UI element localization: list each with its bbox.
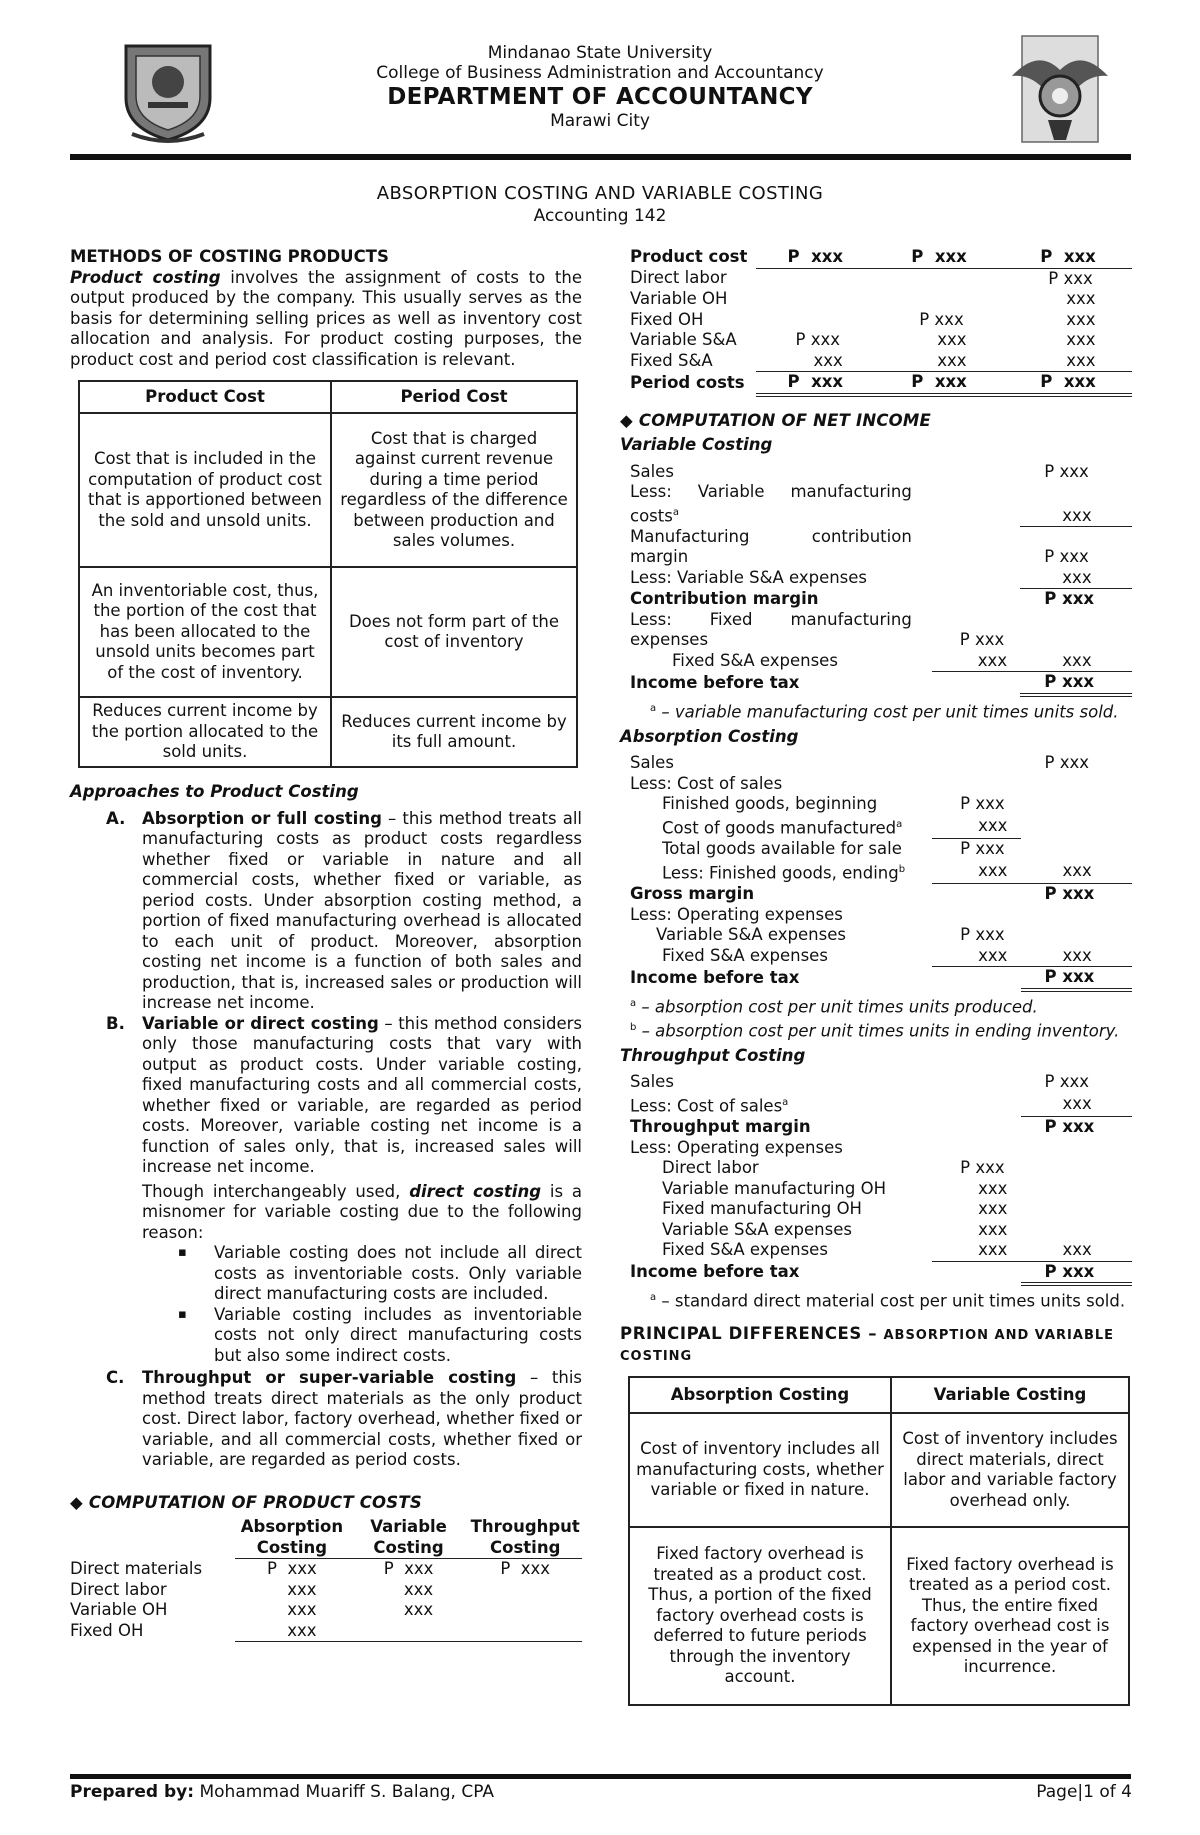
row-label: Less: Cost of sales xyxy=(630,773,783,793)
direct-costing-term: direct costing xyxy=(409,1181,542,1201)
table-row xyxy=(620,794,1132,815)
table-row xyxy=(620,268,1132,289)
table-row xyxy=(620,672,1132,695)
value-cell: xxx xyxy=(1008,351,1132,372)
table-row xyxy=(629,1413,1129,1527)
row-label: Less: Fixed manufacturing expenses xyxy=(630,609,912,649)
amount: xxx xyxy=(1059,547,1089,566)
column-header: Absorption Costing xyxy=(629,1377,891,1413)
footnote-mark: b xyxy=(630,1021,637,1033)
value-cell: xxx xyxy=(1066,330,1096,349)
value-cell xyxy=(932,925,1020,946)
row-label: Income before tax xyxy=(630,1262,800,1282)
label-text: Less: Cost of sales xyxy=(630,1096,783,1115)
document-title: ABSORPTION COSTING AND VARIABLE COSTING xyxy=(376,183,824,204)
value-cell xyxy=(932,1158,1020,1179)
peso-sign: P xyxy=(911,247,924,266)
amount: xxx xyxy=(1062,967,1095,986)
misnomer-note xyxy=(142,1182,582,1244)
row-label xyxy=(620,482,932,527)
value-cell: xxx xyxy=(932,1240,1020,1261)
value-cell: xxx xyxy=(1021,946,1132,967)
amount: xxx xyxy=(975,925,1005,944)
table-cell: An inventoriable cost, thus, the portion of the cost that has been allocated to the unsold units becomes part of the cost of inventory. xyxy=(79,567,331,697)
table-row xyxy=(620,1158,1132,1179)
peso-sign: P xyxy=(1044,967,1057,986)
amount: xxx xyxy=(1063,247,1096,266)
footnote-mark: a xyxy=(782,1096,789,1108)
peso-sign: P xyxy=(1044,1261,1057,1281)
value-cell xyxy=(1020,589,1132,610)
differences-table xyxy=(628,1376,1130,1706)
approaches-list xyxy=(70,809,582,1471)
amount: xxx xyxy=(520,1559,551,1578)
row-label: Direct labor xyxy=(630,268,727,288)
value-cell xyxy=(1008,268,1132,289)
amount: xxx xyxy=(1062,589,1095,608)
item-label: A. xyxy=(106,808,126,828)
value-cell xyxy=(1021,753,1132,774)
table-cell: Cost that is included in the computation of product cost that is apportioned between the sold and unsold units. xyxy=(79,413,331,567)
value-cell xyxy=(1021,1072,1132,1093)
variable-income-statement xyxy=(620,462,1132,697)
table-row xyxy=(620,967,1132,990)
row-label: Variable S&A expenses xyxy=(662,1219,852,1239)
amount: xxx xyxy=(975,794,1005,813)
page-number: Page|1 of 4 xyxy=(1036,1782,1132,1802)
value-cell: xxx xyxy=(932,815,1020,839)
amount: xxx xyxy=(811,372,844,391)
column-header: Variable Costing xyxy=(891,1377,1129,1413)
absorption-income-statement xyxy=(620,753,1132,992)
value-cell xyxy=(1020,462,1132,483)
heading-text: COMPUTATION OF PRODUCT COSTS xyxy=(88,1492,422,1512)
diamond-bullet-icon: ◆ xyxy=(70,1492,83,1512)
value-cell: xxx xyxy=(1020,568,1132,589)
row-label xyxy=(620,815,932,839)
amount: xxx xyxy=(404,1559,434,1578)
peso-sign: P xyxy=(960,925,971,944)
amount: xxx xyxy=(1063,372,1096,391)
amount: xxx xyxy=(934,372,967,391)
table-cell: Cost of inventory includes direct materials, direct labor and variable factory overhead only. xyxy=(891,1413,1129,1527)
row-label: Variable manufacturing OH xyxy=(662,1178,887,1198)
value-cell: xxx xyxy=(978,1178,1008,1198)
period-costs-table xyxy=(620,247,1132,397)
item-label: C. xyxy=(106,1368,125,1387)
table-row xyxy=(620,1117,1132,1138)
table-row xyxy=(620,884,1132,905)
row-label: Sales xyxy=(630,1072,674,1091)
footnote-mark: a xyxy=(650,702,657,714)
peso-sign: P xyxy=(960,794,971,813)
value-cell: xxx xyxy=(235,1621,349,1642)
list-item xyxy=(70,1014,582,1367)
amount: xxx xyxy=(975,630,1005,649)
table-row xyxy=(620,753,1132,774)
diamond-bullet-icon: ◆ xyxy=(620,410,633,430)
footnote-mark: a xyxy=(672,506,679,518)
table-row xyxy=(620,815,1132,839)
right-column xyxy=(620,247,1132,1706)
table-row xyxy=(70,1621,582,1642)
table-header-row xyxy=(70,1517,582,1559)
peso-sign: P xyxy=(787,372,800,391)
amount: xxx xyxy=(1059,753,1090,772)
value-cell xyxy=(1020,672,1132,695)
peso-sign: P xyxy=(1044,461,1055,481)
throughput-footnote xyxy=(620,1288,1132,1312)
value-cell: xxx xyxy=(287,1579,317,1599)
row-label: Total goods available for sale xyxy=(662,838,902,858)
table-row xyxy=(620,589,1132,610)
value-cell xyxy=(932,794,1020,815)
value-cell xyxy=(932,610,1021,651)
product-costs-heading xyxy=(70,1493,582,1514)
value-cell xyxy=(1020,527,1132,568)
approaches-heading: Approaches to Product Costing xyxy=(70,782,359,801)
peso-sign: P xyxy=(1044,589,1057,608)
table-row xyxy=(620,568,1132,589)
peso-sign: P xyxy=(911,372,924,391)
value-cell: xxx xyxy=(1066,309,1096,329)
row-label: Sales xyxy=(630,461,674,481)
peso-sign: P xyxy=(1044,884,1057,903)
value-cell xyxy=(1021,1117,1132,1138)
table-cell: Fixed factory overhead is treated as a product cost. Thus, a portion of the fixed factory overhead costs is deferred to future periods through the inventory account. xyxy=(629,1527,891,1705)
value-cell: xxx xyxy=(1020,651,1132,672)
amount: xxx xyxy=(810,330,841,349)
row-label: Sales xyxy=(630,753,674,772)
column-header: Period Cost xyxy=(331,381,577,413)
value-cell: xxx xyxy=(403,1579,434,1599)
column-header: Variable Costing xyxy=(357,1517,460,1559)
university-name: Mindanao State University xyxy=(487,43,713,63)
value-cell: xxx xyxy=(978,1199,1008,1218)
table-row xyxy=(620,289,1132,310)
table-row xyxy=(620,839,1132,860)
value-cell xyxy=(756,330,880,351)
table-row xyxy=(620,1240,1132,1261)
amount: xxx xyxy=(1063,268,1093,288)
row-label: Direct materials xyxy=(70,1558,203,1578)
table-row xyxy=(620,462,1132,483)
value-cell xyxy=(879,372,1008,395)
bullet-item: ▪ Variable costing includes as inventoriable costs not only direct manufacturing costs but also some indirect costs. xyxy=(142,1305,582,1367)
row-label: Fixed OH xyxy=(630,309,704,329)
table-header-row xyxy=(79,381,577,413)
row-label: Income before tax xyxy=(630,672,800,692)
row-label: Product cost xyxy=(630,247,748,267)
table-row xyxy=(620,860,1132,884)
absorption-term: Absorption or full costing xyxy=(142,808,382,828)
amount: xxx xyxy=(975,839,1005,858)
table-row xyxy=(620,905,1132,926)
amount: xxx xyxy=(934,309,964,329)
city-name: Marawi City xyxy=(550,111,650,131)
column-header: Throughput Costing xyxy=(468,1517,582,1559)
peso-sign: P xyxy=(500,1559,511,1578)
value-cell: xxx xyxy=(879,351,1008,372)
peso-sign: P xyxy=(960,1158,971,1177)
table-row xyxy=(620,1138,1132,1159)
table-cell: Reduces current income by the portion allocated to the sold units. xyxy=(79,697,331,767)
row-label: Finished goods, beginning xyxy=(662,794,878,813)
peso-sign: P xyxy=(1044,753,1055,772)
value-cell: xxx xyxy=(937,330,967,349)
methods-paragraph xyxy=(70,268,582,371)
row-label: Variable S&A xyxy=(630,330,737,349)
footnote-text: – absorption cost per unit times units produced. xyxy=(636,997,1038,1016)
row-label: Direct labor xyxy=(70,1579,167,1599)
row-label: Variable OH xyxy=(630,289,728,308)
amount: xxx xyxy=(1062,1261,1095,1281)
footnote-mark: a xyxy=(896,818,903,830)
row-label: Variable OH xyxy=(70,1600,168,1619)
label-text: Less: Variable manufacturing costs xyxy=(630,482,912,525)
item-label: B. xyxy=(106,1013,125,1033)
peso-sign: P xyxy=(960,839,971,858)
table-row xyxy=(629,1527,1129,1705)
peso-sign: P xyxy=(959,630,970,649)
row-label xyxy=(620,1093,932,1117)
misnomer-bullets xyxy=(70,1243,582,1366)
absorption-footnote-b xyxy=(620,1018,1132,1042)
row-label xyxy=(620,860,932,884)
row-label: Fixed S&A expenses xyxy=(672,650,838,670)
table-row xyxy=(620,1261,1132,1284)
table-row xyxy=(620,372,1132,395)
msu-seal-logo xyxy=(118,36,218,144)
row-label: Manufacturing contribution margin xyxy=(630,526,912,566)
table-row xyxy=(620,1093,1132,1117)
value-cell xyxy=(1008,372,1132,395)
peso-sign: P xyxy=(1044,1117,1057,1136)
table-cell: Does not form part of the cost of inventory xyxy=(331,567,577,697)
list-item xyxy=(70,809,582,1014)
value-cell: xxx xyxy=(1021,860,1132,884)
table-cell: Fixed factory overhead is treated as a period cost. Thus, the entire fixed factory overhead cost is expensed in the year of incurrence. xyxy=(891,1527,1129,1705)
document-subtitle: Accounting 142 xyxy=(533,206,667,226)
value-cell xyxy=(879,310,1008,331)
bullet-item: ▪ Variable costing does not include all direct costs as inventoriable costs. Only variable direct manufacturing costs are included. xyxy=(142,1243,582,1305)
peso-sign: P xyxy=(1044,547,1055,566)
methods-body: involves the assignment of costs to the output produced by the company. This usually serves as the basis for determining selling prices as well as inventory cost allocation and analysis. For product costing purposes, the product cost and period cost classification is relevant. xyxy=(70,267,582,369)
value-cell xyxy=(235,1559,349,1580)
methods-heading: METHODS OF COSTING PRODUCTS xyxy=(70,247,389,266)
prepared-label: Prepared by: xyxy=(70,1782,195,1802)
value-cell xyxy=(756,372,880,395)
table-row xyxy=(70,1559,582,1580)
row-label: Fixed S&A expenses xyxy=(662,945,828,965)
footnote-text: – variable manufacturing cost per unit times units sold. xyxy=(656,702,1119,721)
table-row xyxy=(620,310,1132,331)
table-row xyxy=(620,351,1132,372)
row-label: Contribution margin xyxy=(630,588,819,608)
row-label: Fixed S&A xyxy=(630,350,713,370)
peso-sign: P xyxy=(1040,372,1053,391)
peso-sign: P xyxy=(383,1559,394,1578)
column-header: Product Cost xyxy=(79,381,331,413)
peso-sign: P xyxy=(1048,268,1059,288)
value-cell xyxy=(357,1559,460,1580)
list-item xyxy=(70,1368,582,1471)
row-label: Fixed OH xyxy=(70,1620,144,1640)
row-label: Less: Variable S&A expenses xyxy=(630,567,868,587)
footer-divider xyxy=(70,1774,1131,1779)
value-cell: xxx xyxy=(756,351,880,372)
table-row xyxy=(620,330,1132,351)
table-row xyxy=(620,1179,1132,1200)
amount: xxx xyxy=(1059,1072,1090,1091)
table-row xyxy=(79,697,577,767)
footnote-text: – absorption cost per unit times units in ending inventory. xyxy=(636,1021,1120,1040)
throughput-term: Throughput or super-variable costing xyxy=(142,1368,517,1387)
amount: xxx xyxy=(1059,461,1089,481)
footnote-mark: a xyxy=(630,997,637,1009)
heading-text: PRINCIPAL DIFFERENCES – xyxy=(620,1324,878,1343)
table-row xyxy=(620,527,1132,568)
row-label: Less: Operating expenses xyxy=(630,904,843,924)
peso-sign: P xyxy=(787,247,800,266)
absorption-body: – this method treats all manufacturing costs as product costs regardless whether fixed or variable in nature and all commercial costs, whether fixed or variable, as period costs. Under absorption costing method, a portion of fixed manufacturing overhead is allocated to each unit of product. Moreover, absorption costing net income is a function of both sales and production, that is, increased sales or production will increase net income. xyxy=(142,808,582,1012)
row-label: Throughput margin xyxy=(630,1116,811,1136)
product-period-cost-table xyxy=(78,380,578,768)
variable-term: Variable or direct costing xyxy=(142,1013,379,1033)
amount: xxx xyxy=(934,247,967,266)
amount: xxx xyxy=(1062,672,1095,691)
table-cell: Cost of inventory includes all manufacturing costs, whether variable or fixed in nature. xyxy=(629,1413,891,1527)
product-costs-table xyxy=(70,1517,582,1642)
differences-heading xyxy=(620,1324,1132,1366)
left-column xyxy=(70,247,582,1642)
throughput-costing-title: Throughput Costing xyxy=(620,1045,806,1065)
table-row xyxy=(620,610,1132,651)
value-cell xyxy=(932,839,1020,860)
heading-subtext: ABSORPTION AND VARIABLE COSTING xyxy=(620,1328,1115,1364)
absorption-costing-title: Absorption Costing xyxy=(620,726,799,746)
department-name: DEPARTMENT OF ACCOUNTANCY xyxy=(387,84,813,110)
value-cell: xxx xyxy=(1066,289,1096,308)
table-row xyxy=(79,567,577,697)
preparer-name: Mohammad Muariff S. Balang, CPA xyxy=(194,1782,495,1802)
value-cell xyxy=(1021,1261,1132,1284)
peso-sign: P xyxy=(267,1559,277,1578)
peso-sign: P xyxy=(1040,247,1053,266)
value-cell: xxx xyxy=(1020,482,1132,527)
value-cell xyxy=(1021,967,1132,990)
row-label: Fixed S&A expenses xyxy=(662,1240,828,1260)
table-row xyxy=(620,925,1132,946)
table-row xyxy=(79,413,577,567)
table-header-row xyxy=(629,1377,1129,1413)
throughput-income-statement xyxy=(620,1072,1132,1286)
letterhead xyxy=(300,43,900,131)
amount: xxx xyxy=(1062,884,1095,903)
table-row xyxy=(70,1600,582,1621)
value-cell: xxx xyxy=(932,651,1021,672)
prepared-by xyxy=(70,1782,494,1803)
amount: xxx xyxy=(811,247,844,266)
row-label: Period costs xyxy=(630,372,745,392)
variable-costing-title: Variable Costing xyxy=(620,435,773,454)
peso-sign: P xyxy=(1044,672,1057,691)
header-divider xyxy=(70,154,1131,160)
table-row xyxy=(620,247,1132,268)
row-label: Variable S&A expenses xyxy=(656,925,846,944)
net-income-heading xyxy=(620,411,1132,432)
table-row xyxy=(620,1072,1132,1093)
amount: xxx xyxy=(975,1158,1005,1177)
value-cell: xxx xyxy=(403,1600,434,1619)
value-cell xyxy=(1008,247,1132,268)
column-header: Absorption Costing xyxy=(235,1517,349,1559)
throughput-body: – this method treats direct materials as the only product cost. Direct labor, factory overhead, whether fixed or variable, and all commercial costs, whether fixed or variable, are regarded as period costs. xyxy=(142,1368,583,1469)
amount: xxx xyxy=(1062,1117,1095,1136)
variable-body: – this method considers only those manufacturing costs that vary with output as product costs. Under variable costing, fixed manufacturing costs and all commercial costs, whether fixed or variable, are regarded as period costs. Moreover, variable costing net income is a function of sales only, that is, increased sales will increase net income. xyxy=(142,1013,582,1176)
footnote-mark: a xyxy=(650,1292,657,1303)
value-cell: xxx xyxy=(1021,1093,1132,1117)
note-text: Though interchangeably used, xyxy=(142,1181,410,1201)
table-row xyxy=(620,946,1132,967)
table-row xyxy=(620,482,1132,527)
value-cell xyxy=(1021,884,1132,905)
value-cell xyxy=(468,1559,582,1580)
peso-sign: P xyxy=(1044,1072,1055,1091)
value-cell: xxx xyxy=(1021,1240,1132,1261)
peso-sign: P xyxy=(919,309,930,329)
table-row xyxy=(620,774,1132,795)
value-cell: xxx xyxy=(978,1219,1008,1239)
row-label: Direct labor xyxy=(662,1158,759,1177)
value-cell: xxx xyxy=(287,1600,317,1619)
label-text: Cost of goods manufactured xyxy=(662,818,897,837)
row-label: Less: Operating expenses xyxy=(630,1137,843,1157)
table-cell: Reduces current income by its full amount. xyxy=(331,697,577,767)
amount: xxx xyxy=(287,1559,317,1578)
note-text: is a misnomer for variable costing due to the following reason: xyxy=(142,1181,582,1242)
value-cell: xxx xyxy=(932,946,1020,967)
table-row xyxy=(620,1199,1132,1220)
variable-footnote xyxy=(620,699,1132,723)
table-row xyxy=(70,1580,582,1601)
row-label: Fixed manufacturing OH xyxy=(662,1199,862,1218)
row-label: Income before tax xyxy=(630,967,800,987)
value-cell: xxx xyxy=(932,860,1020,884)
product-costing-term: Product costing xyxy=(70,267,221,287)
table-row xyxy=(620,651,1132,672)
footnote-text: – standard direct material cost per unit times units sold. xyxy=(656,1291,1126,1311)
absorption-footnote-a xyxy=(620,994,1132,1018)
college-name: College of Business Administration and Accountancy xyxy=(376,63,824,83)
value-cell xyxy=(756,247,880,268)
table-cell: Cost that is charged against current revenue during a time period regardless of the difference between production and sales volumes. xyxy=(331,413,577,567)
label-text: Less: Finished goods, ending xyxy=(662,863,899,882)
cbaa-eagle-gear-logo xyxy=(1008,30,1112,146)
footnote-mark: b xyxy=(898,863,906,875)
table-row xyxy=(620,1220,1132,1241)
peso-sign: P xyxy=(795,330,806,349)
row-label: Gross margin xyxy=(630,883,755,903)
heading-text: COMPUTATION OF NET INCOME xyxy=(638,410,931,430)
value-cell xyxy=(879,247,1008,268)
